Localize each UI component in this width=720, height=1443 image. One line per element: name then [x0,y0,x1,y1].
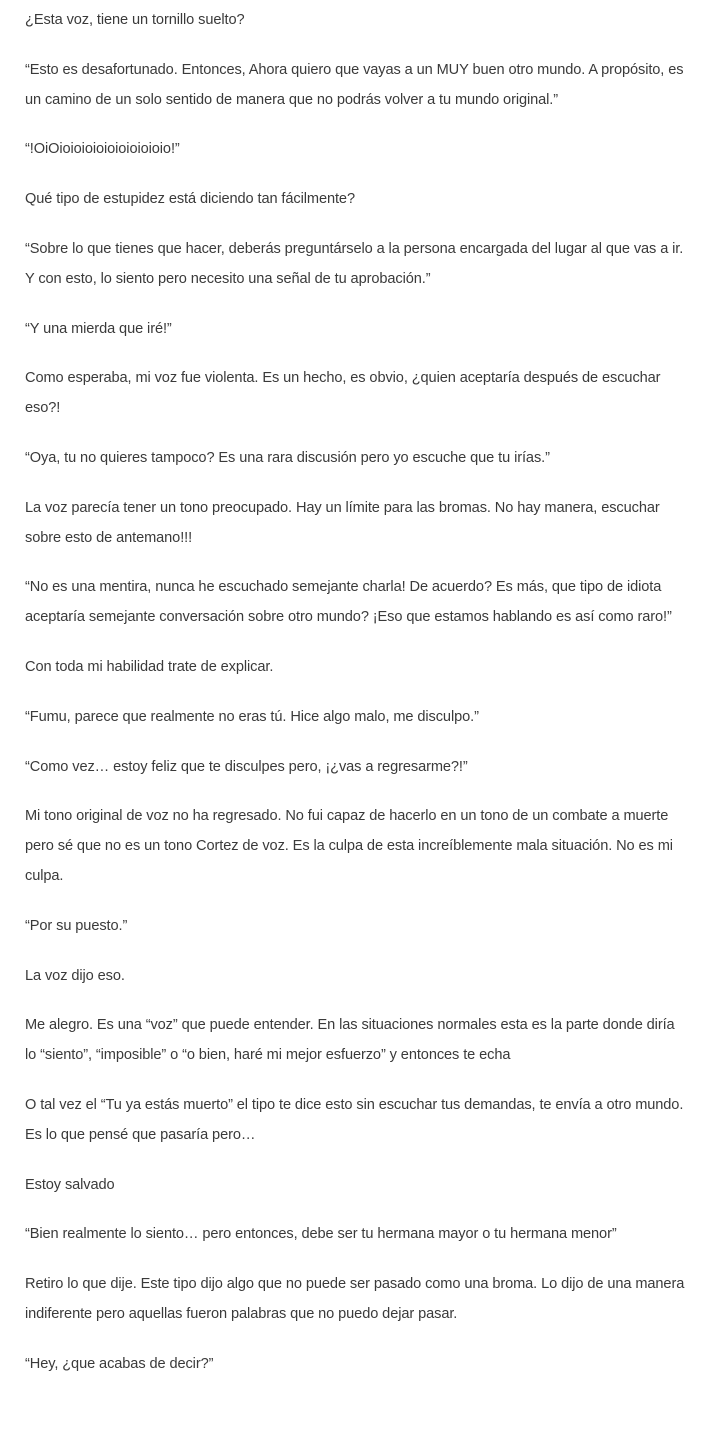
paragraph: “Oya, tu no quieres tampoco? Es una rara discusión pero yo escuche que tu irías.” [25,449,550,466]
paragraph: “Sobre lo que tienes que hacer, deberás preguntárselo a la persona encargada del lugar al que vas a ir. Y con esto, lo siento pero necesito una señal de tu aprobación.” [25,240,684,287]
paragraph: “Hey, ¿que acabas de decir?” [25,1355,214,1372]
paragraph: La voz dijo eso. [25,967,125,984]
article-body [25,6,685,1400]
paragraph: Mi tono original de voz no ha regresado. No fui capaz de hacerlo en un tono de un combate a muerte pero sé que no es un tono Cortez de voz. Es la culpa de esta increíblemente mala situación. No es mi culpa. [25,808,673,884]
paragraph: “No es una mentira, nunca he escuchado semejante charla! De acuerdo? Es más, que tipo de idiota aceptaría semejante conversación sobre otro mundo? ¡Eso que estamos hablando es así como raro!” [25,579,672,626]
paragraph: “Bien realmente lo siento… pero entonces, debe ser tu hermana mayor o tu hermana menor” [25,1226,617,1243]
paragraph: ¿Esta voz, tiene un tornillo suelto? [25,12,245,28]
paragraph: “Como vez… estoy feliz que te disculpes pero, ¡¿vas a regresarme?!” [25,758,468,775]
paragraph: Como esperaba, mi voz fue violenta. Es un hecho, es obvio, ¿quien aceptaría después de escuchar eso?! [25,370,661,417]
paragraph: Retiro lo que dije. Este tipo dijo algo que no puede ser pasado como una broma. Lo dijo de una manera indiferente pero aquellas fueron palabras que no puedo dejar pasar. [25,1276,685,1322]
paragraph: “Por su puesto.” [25,917,128,934]
paragraph: “Fumu, parece que realmente no eras tú. Hice algo malo, me disculpo.” [25,708,479,725]
paragraph: Estoy salvado [25,1176,115,1193]
paragraph: Me alegro. Es una “voz” que puede entender. En las situaciones normales esta es la parte donde diría lo “siento”, “imposible” o “o bien, haré mi mejor esfuerzo” y entonces te echa [25,1017,675,1064]
paragraph: La voz parecía tener un tono preocupado. Hay un límite para las bromas. No hay manera, escuchar sobre esto de antemano!!! [25,499,660,546]
paragraph: “Y una mierda que iré!” [25,320,172,337]
paragraph: Qué tipo de estupidez está diciendo tan fácilmente? [25,191,355,208]
paragraph: “!OiOioioioioioioioioioio!” [25,141,180,158]
paragraph: Con toda mi habilidad trate de explicar. [25,658,274,675]
paragraph: O tal vez el “Tu ya estás muerto” el tipo te dice esto sin escuchar tus demandas, te envía a otro mundo. Es lo que pensé que pasaría pero… [25,1096,684,1143]
paragraph: “Esto es desafortunado. Entonces, Ahora quiero que vayas a un MUY buen otro mundo. A propósito, es un camino de un solo sentido de manera que no podrás volver a tu mundo original.” [25,61,684,108]
